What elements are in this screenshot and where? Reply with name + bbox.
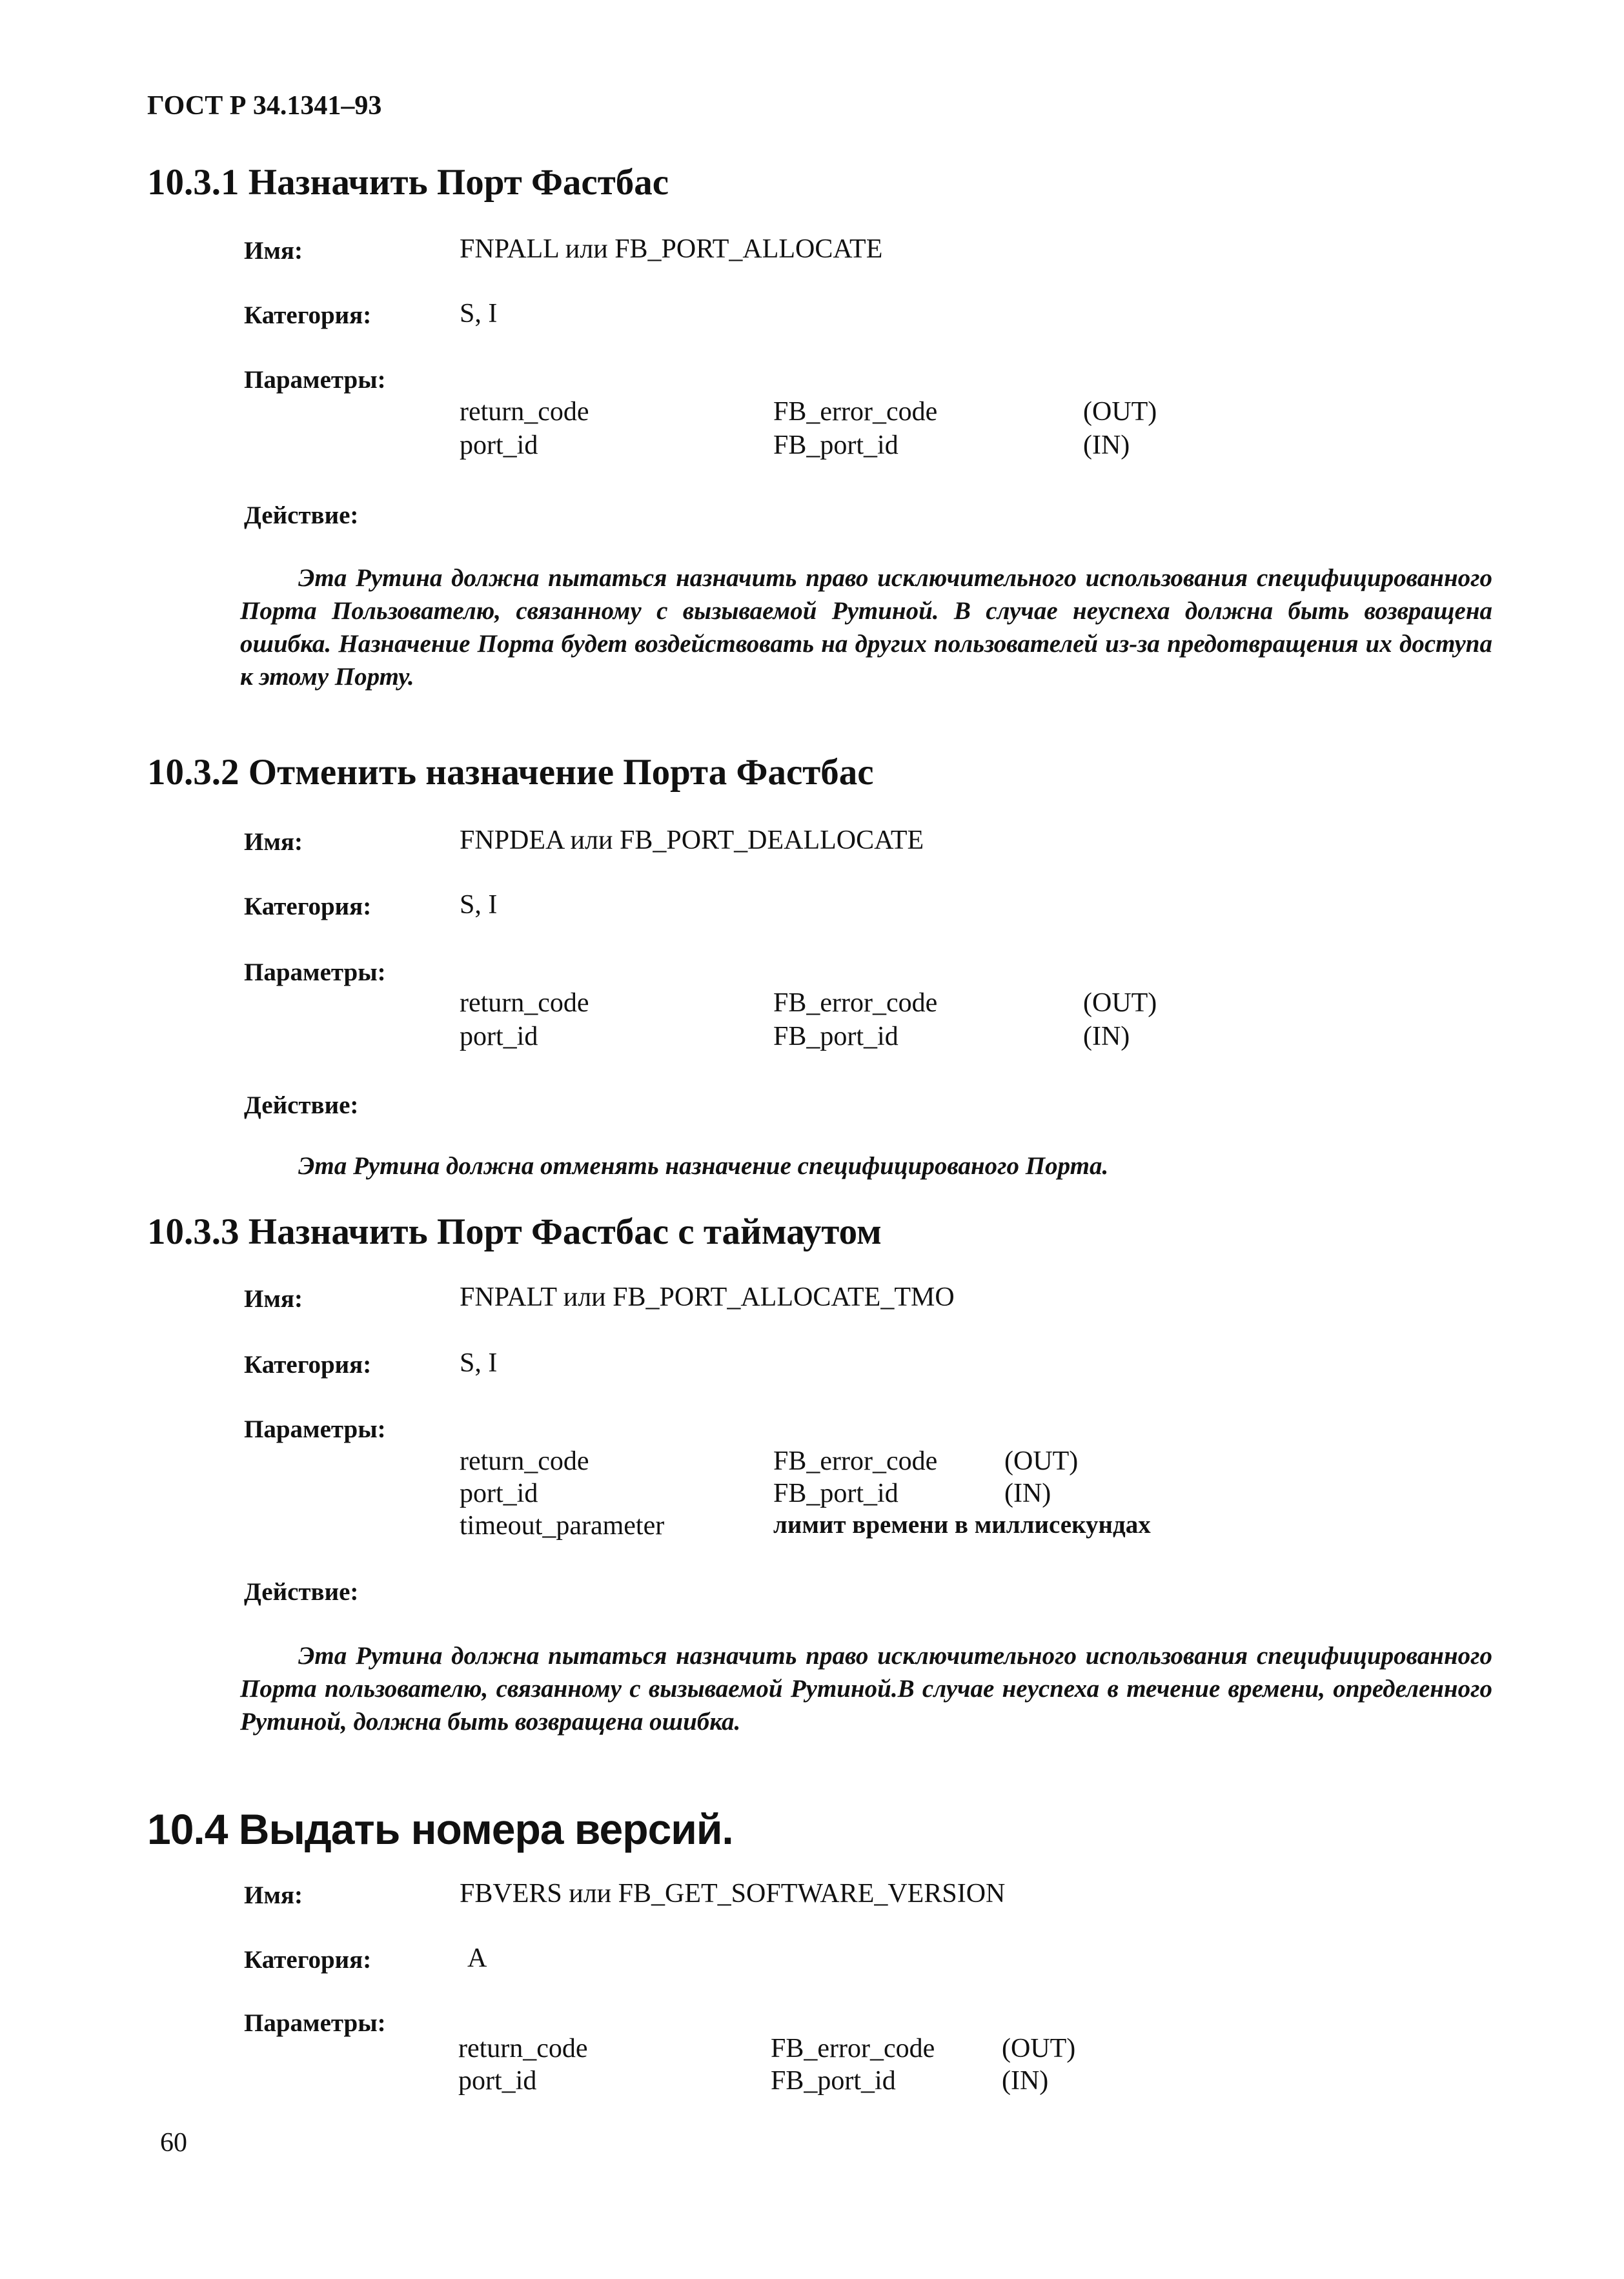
category-value: S, I (460, 1348, 498, 1378)
action-text: Эта Рутина должна отменять назначение специфицированого Порта. (298, 1152, 1109, 1180)
category-label: Категория: (244, 301, 372, 329)
param-direction: (IN) (1004, 1479, 1051, 1508)
action-text: Эта Рутина должна пытаться назначить право исключительного использования специфицированного Порта пользователю, связанному с вызываемой Рутиной.В случае неуспеха в течение времени, определенного Рутиной, должна быть возвращена ошибка. (240, 1642, 1492, 1736)
section-title: 10.4 Выдать номера версий. (147, 1805, 733, 1853)
param-name: return_code (460, 397, 589, 427)
param-direction: (OUT) (1002, 2034, 1076, 2063)
param-type: FB_port_id (773, 430, 898, 460)
name-value: FNPDEA или FB_PORT_DEALLOCATE (460, 826, 924, 855)
section-title: 10.3.3 Назначить Порт Фастбас с таймаутом (147, 1211, 882, 1252)
category-value: A (467, 1943, 487, 1973)
param-name: port_id (460, 1022, 538, 1051)
param-type: FB_port_id (773, 1022, 898, 1051)
action-label: Действие: (244, 1578, 359, 1606)
category-value: S, I (460, 299, 498, 329)
param-type: FB_error_code (771, 2034, 935, 2063)
section-title: 10.3.1 Назначить Порт Фастбас (147, 162, 669, 203)
param-name: timeout_parameter (460, 1511, 665, 1541)
param-name: return_code (458, 2034, 588, 2063)
param-direction: (OUT) (1083, 988, 1157, 1018)
param-direction: (IN) (1083, 430, 1130, 460)
action-text: Эта Рутина должна пытаться назначить право исключительного использования специфицированного Порта Пользователю, связанному с вызываемой Рутиной. В случае неуспеха должна быть возвращена ошибка. Назначение Порта будет воздействовать на других пользователей из-за предотвращения их доступа к этому Порту. (240, 564, 1492, 691)
param-type: FB_port_id (773, 1479, 898, 1508)
name-value: FNPALL или FB_PORT_ALLOCATE (460, 234, 883, 264)
param-type: FB_error_code (773, 1446, 938, 1476)
param-name: port_id (458, 2066, 537, 2096)
param-name: return_code (460, 1446, 589, 1476)
action-label: Действие: (244, 1091, 359, 1119)
name-label: Имя: (244, 1285, 303, 1313)
action-label: Действие: (244, 501, 359, 529)
name-value: FNPALT или FB_PORT_ALLOCATE_TMO (460, 1282, 955, 1312)
param-name: port_id (460, 1479, 538, 1508)
param-direction: (IN) (1083, 1022, 1130, 1051)
param-direction: (IN) (1002, 2066, 1049, 2096)
category-label: Категория: (244, 1351, 372, 1379)
params-label: Параметры: (244, 958, 386, 986)
param-name: return_code (460, 988, 589, 1018)
name-label: Имя: (244, 237, 303, 265)
category-value: S, I (460, 890, 498, 920)
param-description: лимит времени в миллисекундах (773, 1511, 1151, 1539)
param-type: FB_port_id (771, 2066, 896, 2096)
page-number: 60 (160, 2128, 187, 2158)
param-type: FB_error_code (773, 397, 938, 427)
category-label: Категория: (244, 1946, 372, 1974)
name-value: FBVERS или FB_GET_SOFTWARE_VERSION (460, 1879, 1006, 1909)
param-direction: (OUT) (1004, 1446, 1079, 1476)
param-direction: (OUT) (1083, 397, 1157, 427)
params-label: Параметры: (244, 2009, 386, 2037)
category-label: Категория: (244, 893, 372, 920)
param-type: FB_error_code (773, 988, 938, 1018)
page-header: ГОСТ Р 34.1341–93 (147, 91, 382, 121)
name-label: Имя: (244, 1881, 303, 1909)
param-name: port_id (460, 430, 538, 460)
params-label: Параметры: (244, 366, 386, 394)
name-label: Имя: (244, 828, 303, 856)
section-title: 10.3.2 Отменить назначение Порта Фастбас (147, 752, 874, 793)
params-label: Параметры: (244, 1415, 386, 1443)
